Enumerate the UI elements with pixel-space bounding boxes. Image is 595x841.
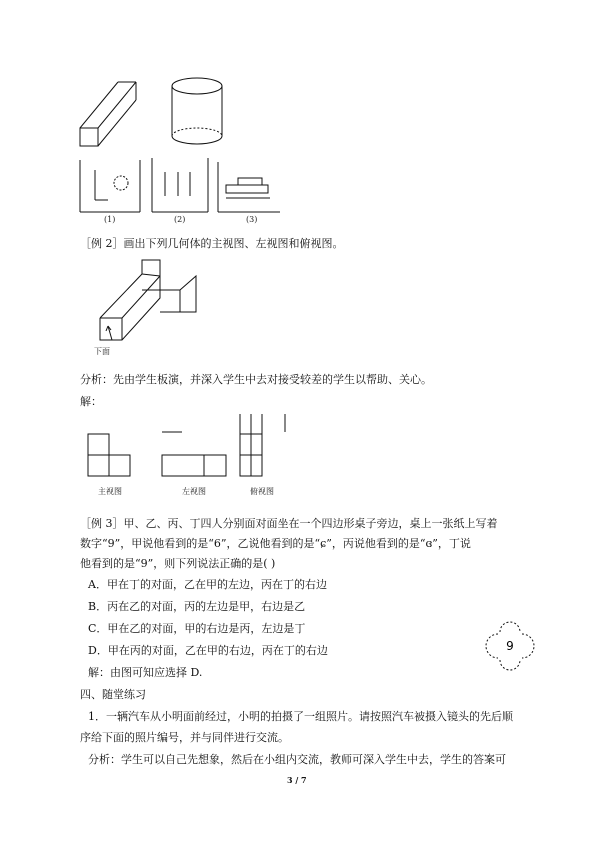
caption-2: (2) (174, 215, 186, 224)
option-c: C．甲在乙的对面，甲的右边是丙，左边是丁 (88, 622, 306, 635)
view-1 (80, 160, 140, 212)
example3-line3: 他看到的是“9”，则下列说法正确的是( ) (80, 557, 276, 570)
analysis-1: 分析：先由学生板演，并深入学生中去对接受较差的学生以帮助、关心。 (80, 373, 432, 386)
option-d: D．甲在丙的对面，乙在甲的右边，丙在丁的右边 (88, 644, 328, 657)
example3-answer: 解：由图可知应选择 D. (88, 666, 203, 679)
prism-drawing (80, 82, 136, 146)
solution-views (88, 414, 285, 476)
section-4-heading: 四、随堂练习 (80, 688, 146, 701)
digit-nine: 9 (506, 639, 514, 653)
caption-3: (3) (246, 215, 258, 224)
top-view-label: 俯视图 (250, 487, 274, 496)
cylinder-drawing (172, 78, 222, 144)
caption-1: (1) (104, 215, 116, 224)
analysis-2: 分析：学生可以自己先想象，然后在小组内交流，教师可深入学生中去，学生的答案可 (88, 753, 506, 766)
solution-label: 解： (80, 395, 102, 408)
exercise1-line1: 1．一辆汽车从小明面前经过，小明的拍摄了一组照片。请按照汽车被摄入镜头的先后顺 (88, 710, 513, 723)
figure-label-bottom: 下面 (94, 347, 110, 356)
page-number: 3 / 7 (287, 775, 307, 785)
option-a: A．甲在丁的对面，乙在甲的左边，丙在丁的右边 (88, 578, 327, 591)
left-view-label: 左视图 (182, 487, 206, 496)
view-3 (218, 162, 280, 212)
view-2 (152, 158, 208, 212)
option-b: B．丙在乙的对面，丙的左边是甲，右边是乙 (88, 600, 306, 613)
example2-text: ［例 2］画出下列几何体的主视图、左视图和俯视图。 (80, 237, 344, 250)
exercise1-line2: 序给下面的照片编号，并与同伴进行交流。 (80, 731, 289, 744)
example3-line2: 数字“9”，甲说他看到的是“6”，乙说他看到的是“ɕ”，丙说他看到的是“ɞ”，丁说 (80, 537, 471, 550)
example3-line1: ［例 3］甲、乙、丙、丁四人分别面对面坐在一个四边形桌子旁边，桌上一张纸上写着 (80, 517, 498, 530)
cross-solid-drawing (100, 260, 196, 340)
front-view-label: 主视图 (98, 487, 122, 496)
